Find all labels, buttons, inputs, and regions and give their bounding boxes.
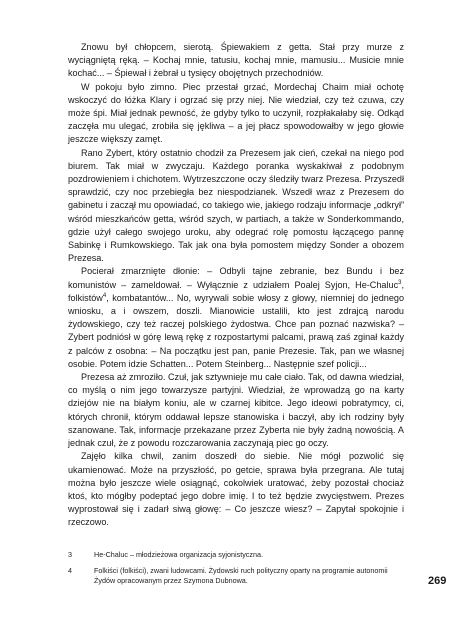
footnote-text: Folkiści (folkiści), zwani ludowcami. Żydowski ruch polityczny oparty na programie autonomii Żydów opracowanym przez Szymona Dubnowa. — [94, 566, 388, 585]
footnote-ref-3: 3 — [398, 279, 402, 286]
footnote — [68, 566, 408, 586]
main-text — [68, 41, 404, 530]
footnote-text: He-Chaluc – młodzieżowa organizacja syjonistyczna. — [94, 550, 263, 559]
footnote-ref-4: 4 — [102, 292, 107, 299]
paragraph-4 — [68, 265, 404, 371]
footnote-number: 4 — [68, 566, 72, 575]
paragraph-3: Rano Zybert, który ostatnio chodził za Prezesem jak cień, czekał na niego pod biurem. Tak miał w zwyczaju. Każdego poranka wyskakiwał z podobnym pozdrowieniem i chichotem. Wytrzeszczone oczy śledziły twarz Prezesa. Przyszedł sprawdzić, czy noc przebiegła bez niespodzianek. Wszedł wraz z Prezesem do gabinetu i zaczął mu opowiadać, co takiego wie, jakiego rodzaju informacje „odkrył” wśród mieszkańców getta, wśród szych, w partiach, a także w Sonderkommando, gdzie użył całego swojego uroku, aby odegrać rolę pomostu łączącego pannę Sabinkę i Rumkowskiego. Tak jak ona była pomostem między Sonder a obozem Prezesa. — [68, 147, 404, 264]
paragraph-2: W pokoju było zimno. Piec przestał grzać, Mordechaj Chaim miał ochotę wskoczyć do łóżka Klary i ogrzać się przy niej. Nie wiedział, czy też czuwa, czy może śpi. Miał jednak pewność, że gdyby tylko to uczynił, rozpłakałaby się. Odkąd zaczęła mu ulegać, zrobiła się jękliwa – a jej płacz spowodowałby w jego głowie jeszcze większy zamęt. — [68, 81, 404, 145]
paragraph-1: Znowu był chłopcem, sierotą. Śpiewakiem z getta. Stał przy murze z wyciągniętą ręką. – Kochaj mnie, tatusiu, kochaj mnie, mamusiu... Musicie mnie kochać... – Śpiewał i żebrał u tysięcy obojętnych przechodniów. — [68, 42, 404, 79]
paragraph-4-part-a: Pocierał zmarznięte dłonie: – Odbyli tajne zebranie, bez Bundu i bez komunistów – zameldował. – Wyłącznie z udziałem Poalej Syjon, He-Chaluc — [68, 266, 404, 290]
page-number: 269 — [428, 575, 447, 587]
paragraph-4-part-b: , folkistów — [68, 279, 404, 303]
footnotes — [68, 550, 408, 592]
footnote — [68, 550, 408, 560]
paragraph-5: Prezesa aż zmroziło. Czuł, jak sztywnieje mu całe ciało. Tak, od dawna wiedział, co myślą o nim jego towarzysze partyjni. Wiedział, że wprowadzą go na karty dziejów nie na białym koniu, ale w czarnej kibitce. Jego ideowi pobratymcy, ci, których chronił, którym oddawał lepsze stanowiska i baczył, aby ich rodziny były szanowane. Tak, informacje przekazane przez Zyberta nie były żadną nowością. A jednak czuł, że z powodu rozczarowania zaczynają piec go oczy. — [68, 372, 404, 449]
paragraph-4-part-c: , kombatantów... No, wyrywali sobie włosy z głowy, niemniej do jednego wniosku, a i owszem, doszli. Mianowicie ustalili, kto jest zdrajcą narodu żydowskiego, czy też raczej polskiego żydostwa. Chce pan poznać nazwiska? – Zybert podniósł w górę lewą rękę z rozpostartymi palcami, prawą zaś zginał każdy z palców z osobna: – Na początku jest pan, panie Prezesie. Tak, pan we własnej osobie. Potem idzie Schatten... Potem Steinberg... Następnie szef policji... — [68, 292, 404, 369]
footnote-number: 3 — [68, 550, 72, 559]
paragraph-6: Zajęło kilka chwil, zanim doszedł do siebie. Nie mógł pozwolić się ukamienować. Może na przyszłość, po getcie, sprawa była przegrana. Ale tutaj można było jeszcze wiele osiągnąć, cokolwiek uratować, żeby pozostał chociaż ktoś, kto mógłby podeptać jego dobre imię. I to też będzie zwycięstwem. Prezes wyprostował się i zadarł siwą głowę: – Co jeszcze wiesz? – Zapytał spokojnie i rzeczowo. — [68, 451, 404, 528]
